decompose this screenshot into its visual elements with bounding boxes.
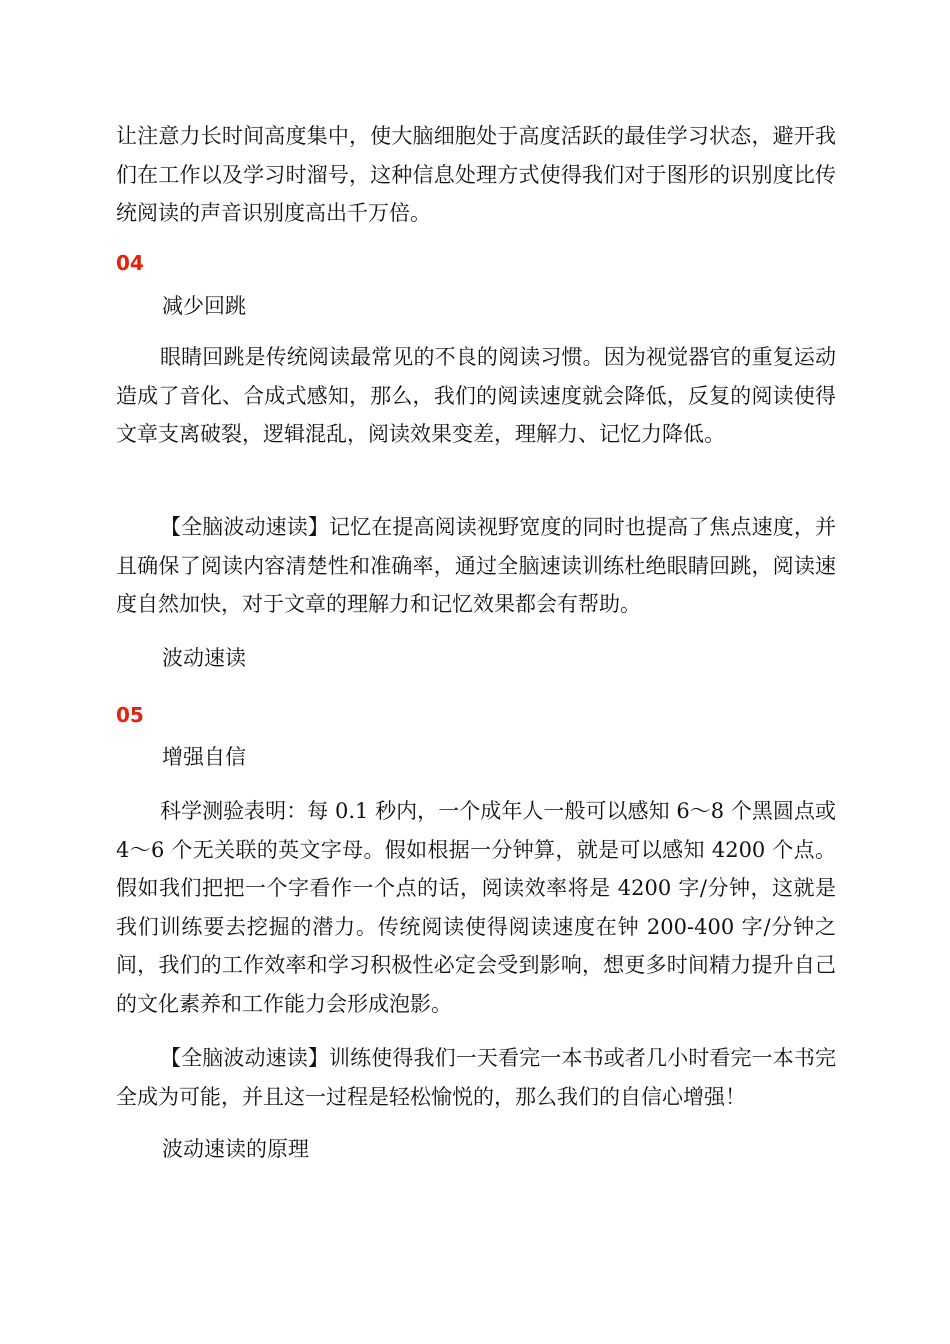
section-04-tail-heading: 波动速读 — [162, 646, 246, 670]
section-04-paragraph-1: 眼睛回跳是传统阅读最常见的不良的阅读习惯。因为视觉器官的重复运动造成了音化、合成式感知，那么，我们的阅读速度就会降低，反复的阅读使得文章支离破裂，逻辑混乱，阅读效果变差，理解力、记忆力降低。 — [116, 345, 836, 446]
section-05-paragraph-2: 【全脑波动速读】训练使得我们一天看完一本书或者几小时看完一本书完全成为可能，并且这一过程是轻松愉悦的，那么我们的自信心增强！ — [116, 1046, 836, 1109]
section-number-04: 04 — [116, 251, 144, 275]
section-05-tail-heading: 波动速读的原理 — [162, 1137, 309, 1161]
intro-paragraph: 让注意力长时间高度集中，使大脑细胞处于高度活跃的最佳学习状态，避开我们在工作以及学习时溜号，这种信息处理方式使得我们对于图形的识别度比传统阅读的声音识别度高出千万倍。 — [116, 124, 836, 225]
section-number-05: 05 — [116, 703, 144, 727]
section-04-paragraph-2: 【全脑波动速读】记忆在提高阅读视野宽度的同时也提高了焦点速度，并且确保了阅读内容清楚性和准确率，通过全脑速读训练杜绝眼睛回跳，阅读速度自然加快，对于文章的理解力和记忆效果都会有帮助。 — [116, 515, 836, 616]
section-title-05: 增强自信 — [162, 745, 246, 769]
section-05-paragraph-1: 科学测验表明：每 0.1 秒内，一个成年人一般可以感知 6～8 个黑圆点或 4～6 个无关联的英文字母。假如根据一分钟算，就是可以感知 4200 个点。假如我们把把一个字看作一个点的话，阅读效率将是 4200 字/分钟，这就是我们训练要去挖掘的潜力。传统阅读使得阅读速度在钟 200-400 字/分钟之间，我们的工作效率和学习积极性必定会受到影响，想更多时间精力提升自己的文化素养和工作能力会形成泡影。 — [116, 799, 836, 1016]
section-title-04: 减少回跳 — [162, 294, 246, 318]
